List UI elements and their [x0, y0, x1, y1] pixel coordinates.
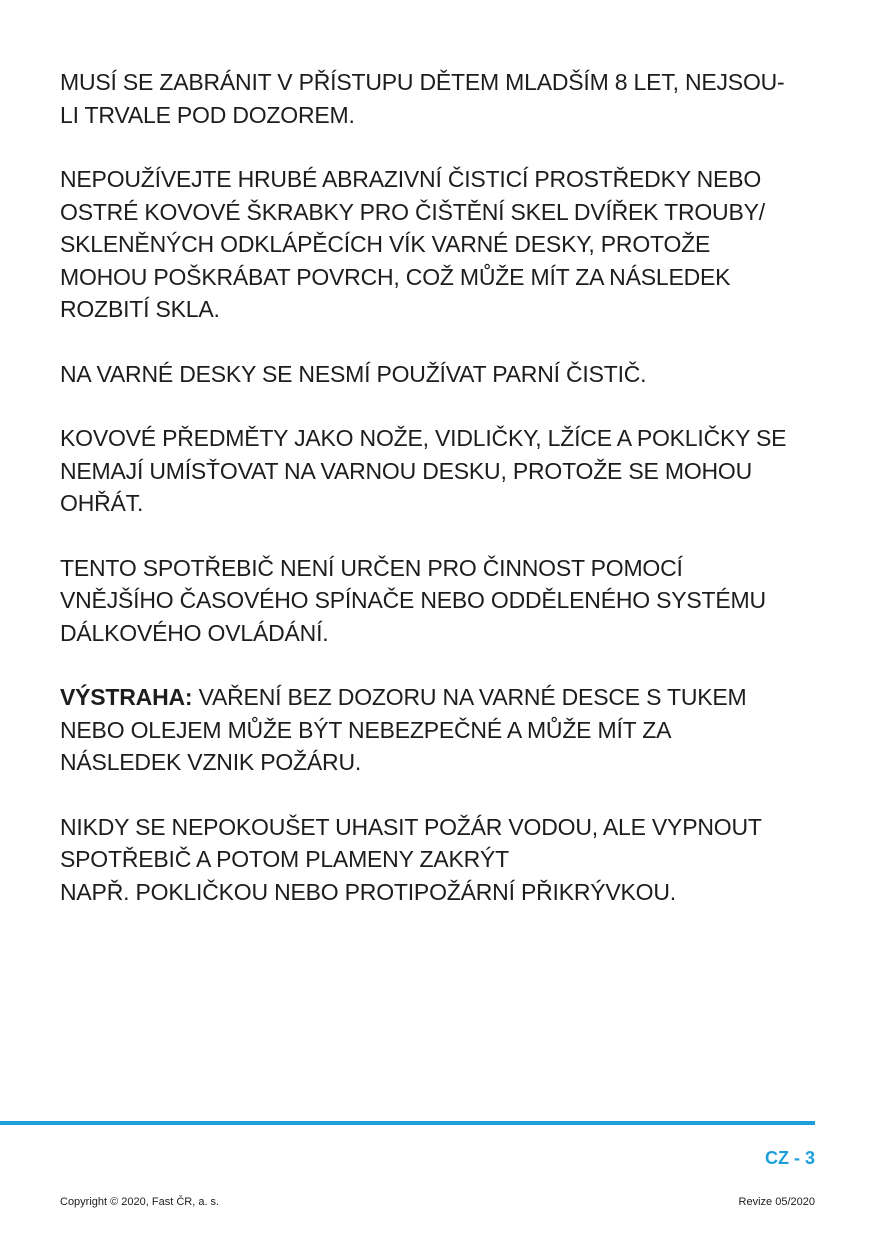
- revision-label: Revize 05/2020: [738, 1196, 815, 1208]
- paragraph-line: OHŘÁT.: [60, 490, 144, 516]
- paragraph-external-timer: [60, 552, 830, 650]
- footer-divider: [0, 1121, 815, 1125]
- paragraph-child-access: [60, 66, 830, 131]
- paragraph-line: NEMAJÍ UMÍSŤOVAT NA VARNOU DESKU, PROTOŽE SE MOHOU: [60, 457, 753, 484]
- paragraph-line: TENTO SPOTŘEBIČ NENÍ URČEN PRO ČINNOST POMOCÍ: [60, 554, 683, 581]
- paragraph-cleaning-agents: [60, 163, 830, 326]
- paragraph-line: ROZBITÍ SKLA.: [60, 296, 220, 322]
- paragraph-metal-objects: [60, 422, 830, 520]
- paragraph-line: NAPŘ. POKLIČKOU NEBO PROTIPOŽÁRNÍ PŘIKRÝVKOU.: [60, 878, 676, 905]
- paragraph-line: NEBO OLEJEM MŮŽE BÝT NEBEZPEČNÉ A MŮŽE MÍT ZA: [60, 716, 672, 743]
- paragraph-line: SKLENĚNÝCH ODKLÁPĚCÍCH VÍK VARNÉ DESKY, PROTOŽE: [60, 231, 711, 257]
- warning-label: VÝSTRAHA:: [60, 684, 193, 710]
- copyright-notice: Copyright © 2020, Fast ČR, a. s.: [60, 1196, 220, 1208]
- paragraph-line: NA VARNÉ DESKY SE NESMÍ POUŽÍVAT PARNÍ ČISTIČ.: [60, 360, 647, 387]
- paragraph-line: NIKDY SE NEPOKOUŠET UHASIT POŽÁR VODOU, ALE VYPNOUT: [60, 813, 762, 840]
- paragraph-line: SPOTŘEBIČ A POTOM PLAMENY ZAKRÝT: [60, 846, 510, 872]
- page-number: CZ - 3: [764, 1148, 815, 1168]
- document-body: [60, 66, 830, 940]
- warning-text: VAŘENÍ BEZ DOZORU NA VARNÉ DESCE S TUKEM: [192, 684, 747, 710]
- paragraph-line: KOVOVÉ PŘEDMĚTY JAKO NOŽE, VIDLIČKY, LŽÍCE A POKLIČKY SE: [60, 425, 787, 451]
- paragraph-line: [60, 681, 830, 714]
- paragraph-line: NEPOUŽÍVEJTE HRUBÉ ABRAZIVNÍ ČISTICÍ PROSTŘEDKY NEBO: [60, 166, 762, 192]
- paragraph-line: NÁSLEDEK VZNIK POŽÁRU.: [60, 749, 362, 775]
- paragraph-line: LI TRVALE POD DOZOREM.: [60, 101, 355, 128]
- paragraph-line: VNĚJŠÍHO ČASOVÉHO SPÍNAČE NEBO ODDĚLENÉHO SYSTÉMU: [60, 587, 766, 613]
- paragraph-line: MUSÍ SE ZABRÁNIT V PŘÍSTUPU DĚTEM MLADŠÍM 8 LET, NEJSOU-: [60, 69, 785, 95]
- paragraph-steam-cleaner: [60, 358, 830, 391]
- paragraph-line: DÁLKOVÉHO OVLÁDÁNÍ.: [60, 619, 329, 646]
- paragraph-fire-extinguish: [60, 811, 830, 909]
- paragraph-warning: [60, 681, 830, 779]
- paragraph-line: MOHOU POŠKRÁBAT POVRCH, COŽ MŮŽE MÍT ZA NÁSLEDEK: [60, 263, 731, 290]
- paragraph-line: OSTRÉ KOVOVÉ ŠKRABKY PRO ČIŠTĚNÍ SKEL DVÍŘEK TROUBY/: [60, 198, 765, 225]
